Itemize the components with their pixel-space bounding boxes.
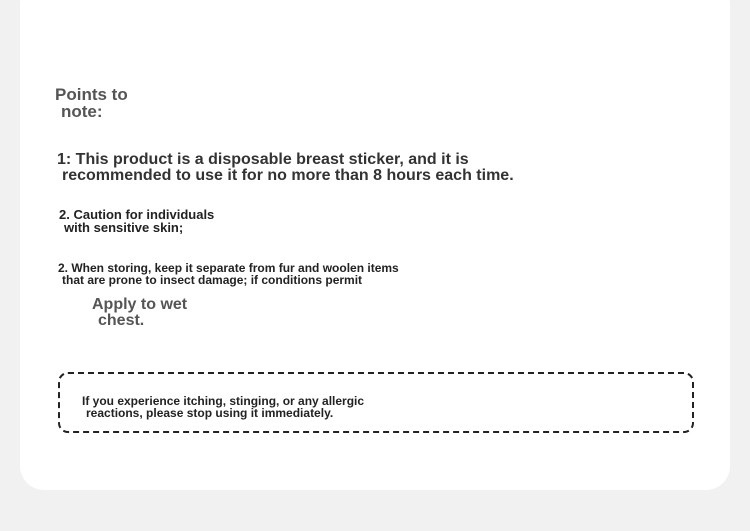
title-line-1: Points to [55, 85, 128, 104]
note-2-line-1: 2. Caution for individuals [59, 207, 215, 222]
note-3-line-1: 2. When storing, keep it separate from fur and woolen items [58, 261, 399, 275]
note-1-line-2: recommended to use it for no more than 8 hours each time. [62, 167, 514, 184]
apply-line-1: Apply to wet [92, 296, 188, 313]
title-line-2: note: [61, 102, 103, 121]
note-disposable-usage [57, 152, 514, 184]
points-to-note-title [55, 86, 128, 120]
allergy-warning [82, 395, 364, 419]
note-2-line-2: with sensitive skin; [64, 220, 184, 235]
note-storage [58, 262, 399, 286]
apply-instruction [92, 297, 187, 329]
apply-line-2: chest. [98, 312, 145, 329]
note-1-line-1: 1: This product is a disposable breast sticker, and it is [57, 151, 469, 168]
warning-line-2: reactions, please stop using it immediately. [86, 406, 334, 420]
warning-line-1: If you experience itching, stinging, or any allergic [82, 394, 365, 408]
note-sensitive-skin [59, 208, 214, 234]
note-3-line-2: that are prone to insect damage; if conditions permit [62, 273, 363, 287]
